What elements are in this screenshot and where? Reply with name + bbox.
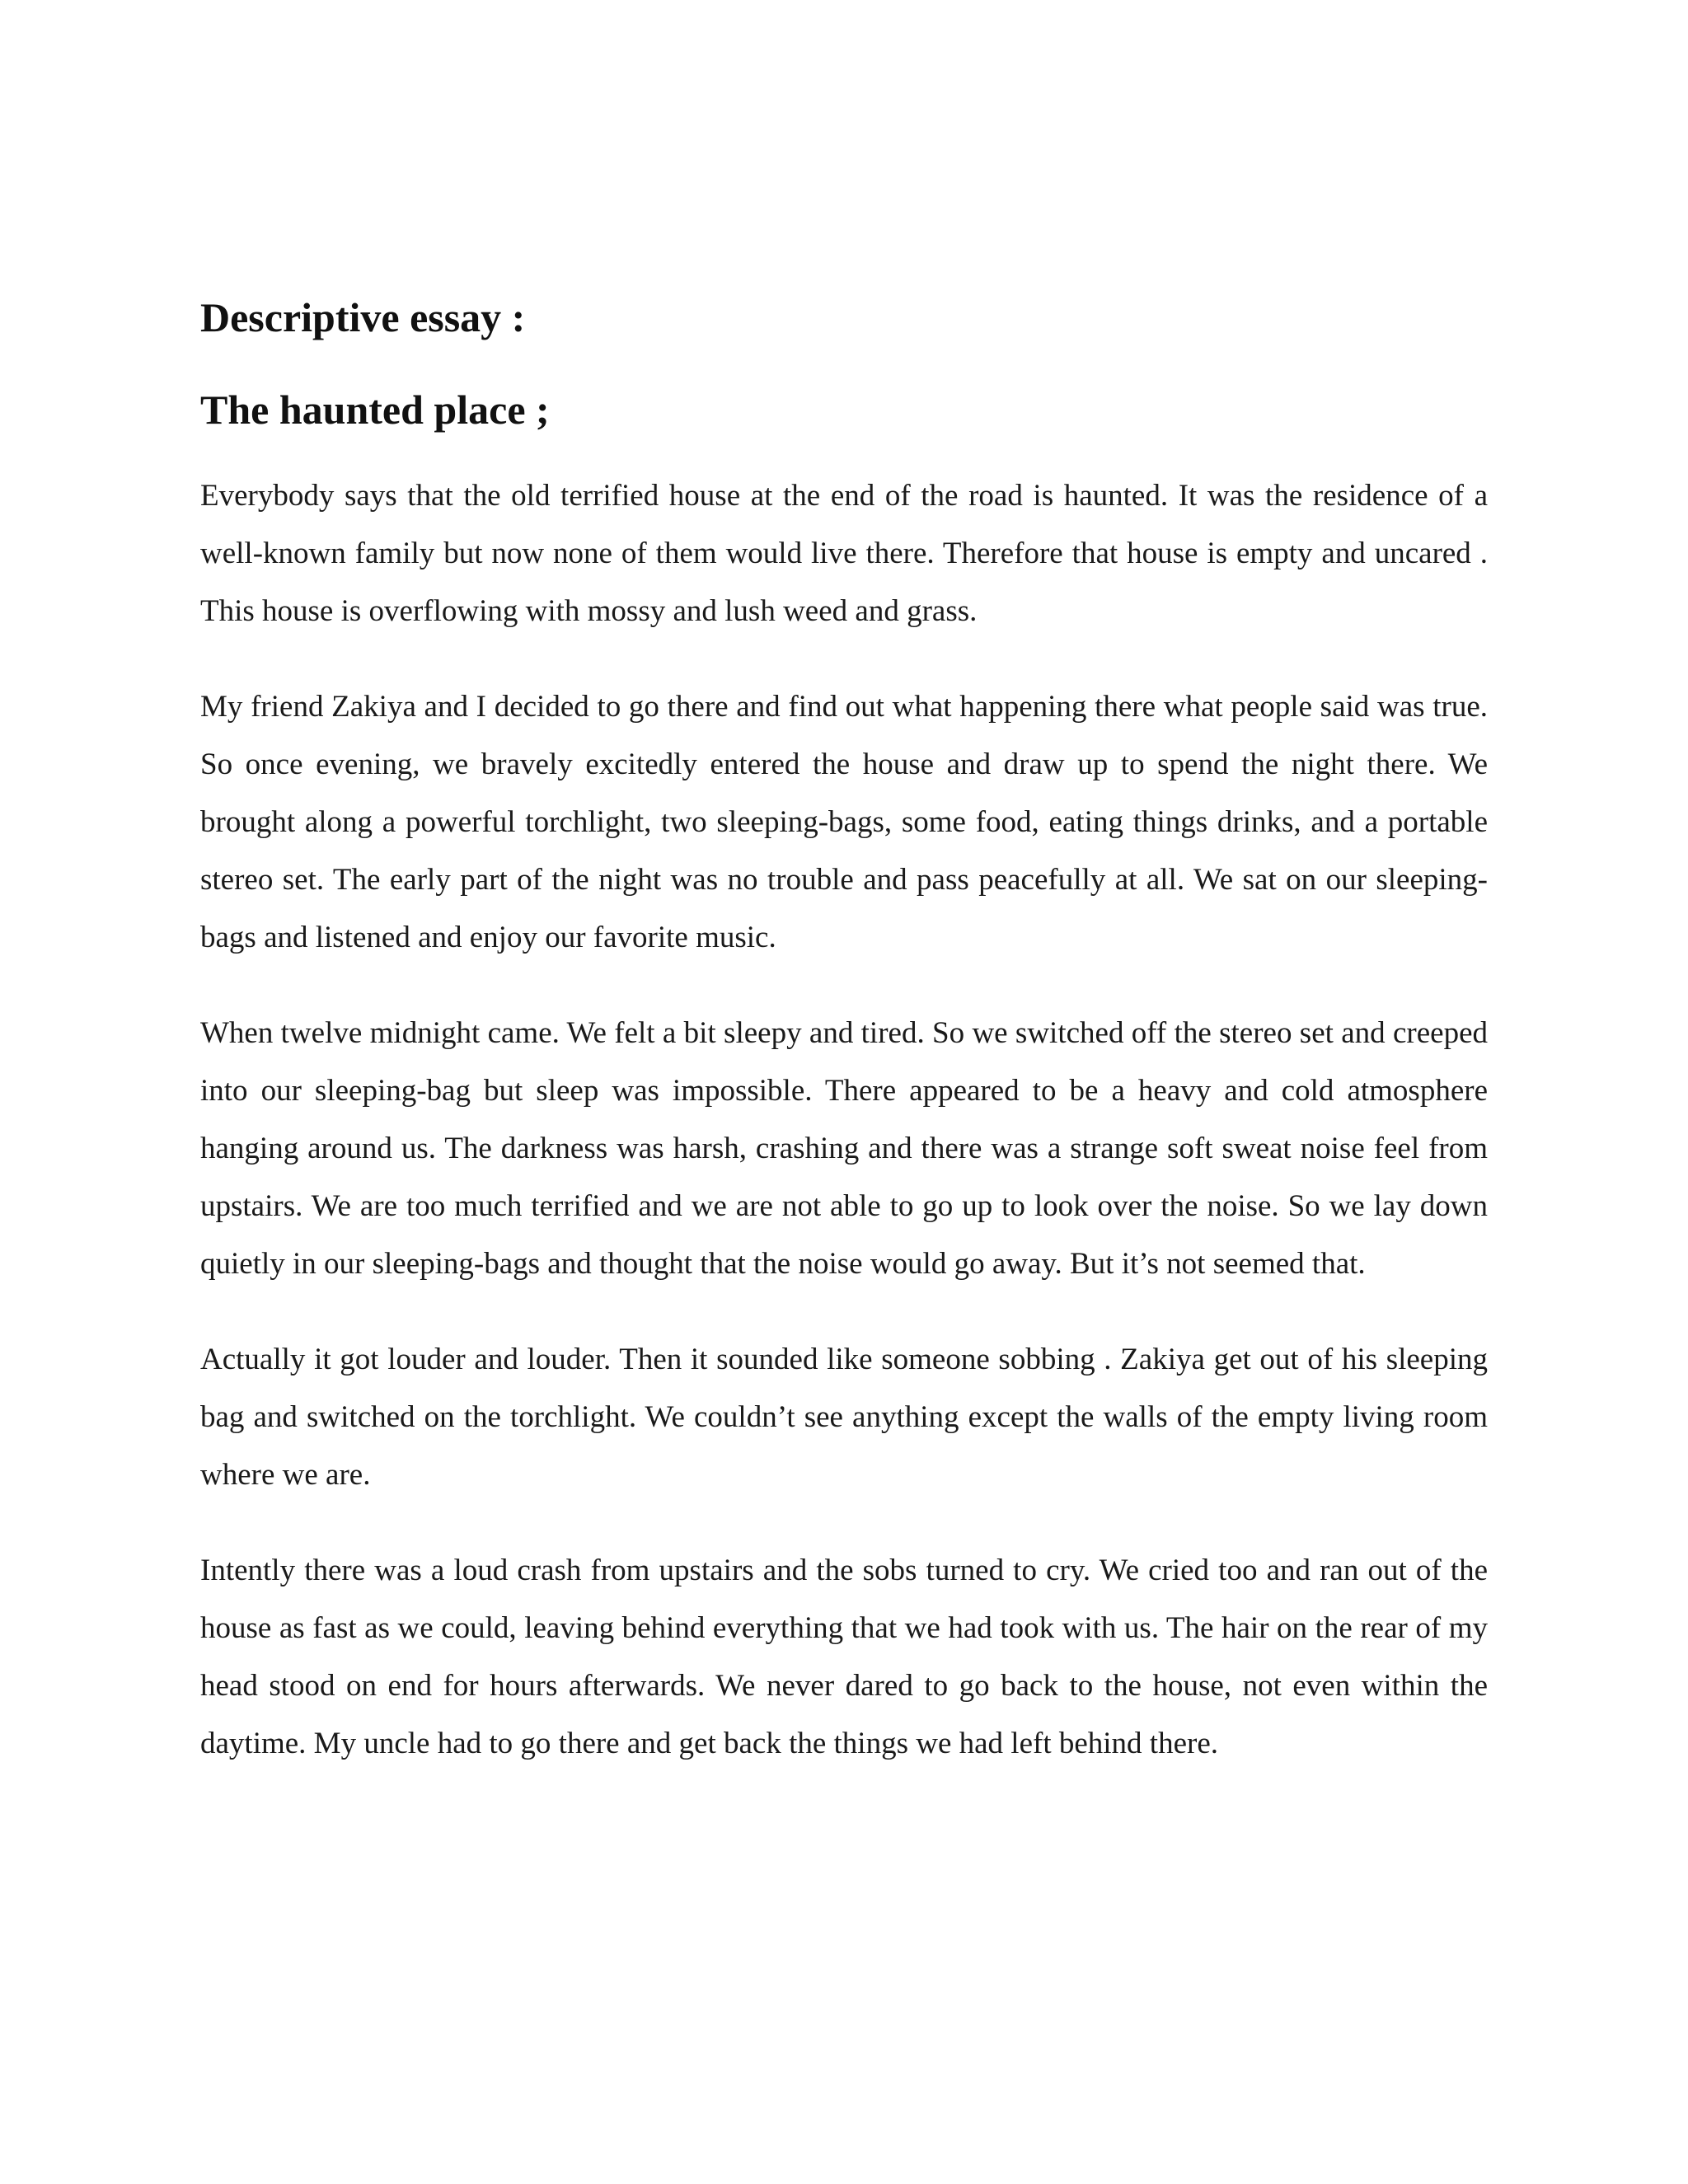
paragraph-2: My friend Zakiya and I decided to go there and find out what happening there what people said was true. So once evening, we bravely excitedly entered the house and draw up to spend the night there. We brought along a powerful torchlight, two sleeping-bags, some food, eating things drinks, and a portable stereo set. The early part of the night was no trouble and pass peacefully at all. We sat on our sleeping-bags and listened and enjoy our favorite music. <box>200 690 1488 954</box>
paragraph-5: Intently there was a loud crash from upstairs and the sobs turned to cry. We cried too and ran out of the house as fast as we could, leaving behind everything that we had took with us. The hair on the rear of my head stood on end for hours afterwards. We never dared to go back to the house, not even within the daytime. My uncle had to go there and get back the things we had left behind there. <box>200 1554 1488 1760</box>
essay-type-heading: Descriptive essay : <box>200 294 526 340</box>
paragraph-4: Actually it got louder and louder. Then it sounded like someone sobbing . Zakiya get out of his sleeping bag and switched on the torchlight. We couldn’t see anything except the walls of the empty living room where we are. <box>200 1343 1488 1492</box>
essay-content <box>200 293 1488 1773</box>
essay-title-heading: The haunted place ; <box>200 387 550 433</box>
paragraph-1: Everybody says that the old terrified house at the end of the road is haunted. It was the residence of a well-known family but now none of them would live there. Therefore that house is empty and uncared . This house is overflowing with mossy and lush weed and grass. <box>200 479 1488 628</box>
paragraph-3: When twelve midnight came. We felt a bit sleepy and tired. So we switched off the stereo set and creeped into our sleeping-bag but sleep was impossible. There appeared to be a heavy and cold atmosphere hanging around us. The darkness was harsh, crashing and there was a strange soft sweat noise feel from upstairs. We are too much terrified and we are not able to go up to look over the noise. So we lay down quietly in our sleeping-bags and thought that the noise would go away. But it’s not seemed that. <box>200 1016 1488 1281</box>
